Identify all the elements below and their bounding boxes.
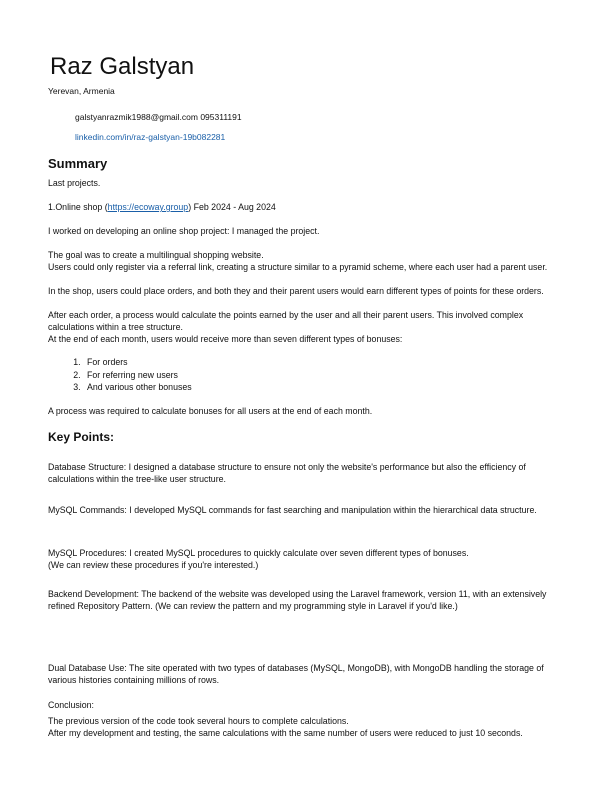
linkedin-link[interactable]: linkedin.com/in/raz-galstyan-19b082281	[75, 132, 226, 142]
project-users: Users could only register via a referral link, creating a structure similar to a pyramid scheme, where each user had a parent user.	[48, 262, 548, 272]
project-dates: ) Feb 2024 - Aug 2024	[188, 202, 276, 212]
project-managed: I worked on developing an online shop project: I managed the project.	[48, 226, 320, 236]
project-shop: In the shop, users could place orders, and both they and their parent users would earn different types of points for these orders.	[48, 286, 544, 296]
project-process: After each order, a process would calculate the points earned by the user and all their parent users. This involved complex calculations within a tree structure.	[48, 310, 524, 332]
location: Yerevan, Armenia	[48, 86, 115, 96]
project-link[interactable]: https://ecoway.group	[107, 202, 189, 212]
conclusion-line-1: The previous version of the code took several hours to complete calculations.	[48, 716, 349, 726]
key-point-mysql-commands: MySQL Commands: I developed MySQL commands for fast searching and manipulation within the hierarchical data structure.	[48, 505, 537, 515]
contact-info: galstyanrazmik1988@gmail.com 095311191	[75, 112, 242, 122]
key-point-procedures-note: (We can review these procedures if you're interested.)	[48, 560, 259, 570]
list-item: 2. For referring new users	[83, 369, 192, 382]
bonus-list	[48, 356, 192, 394]
summary-intro: Last projects.	[48, 178, 101, 188]
list-item: 3. And various other bonuses	[83, 381, 192, 394]
key-point-backend: Backend Development: The backend of the website was developed using the Laravel framework, version 11, with an extensively refined Repository Pattern. (We can review the pattern and my programming style in Laravel if you'd like.)	[48, 589, 547, 611]
conclusion-label: Conclusion:	[48, 700, 94, 710]
project-required: A process was required to calculate bonuses for all users at the end of each month.	[48, 406, 373, 416]
project-line	[48, 201, 553, 213]
key-point-mysql-procedures: MySQL Procedures: I created MySQL procedures to quickly calculate over seven different types of bonuses.	[48, 548, 469, 558]
list-item: 1. For orders	[83, 356, 192, 369]
key-points-heading: Key Points:	[48, 430, 115, 444]
summary-heading: Summary	[48, 156, 108, 171]
key-point-dual-db: Dual Database Use: The site operated with two types of databases (MySQL, MongoDB), with MongoDB handling the storage of various histories containing millions of rows.	[48, 663, 544, 685]
key-point-db-structure: Database Structure: I designed a database structure to ensure not only the website's performance but also the efficiency of calculations within the tree-like user structure.	[48, 462, 526, 484]
candidate-name: Raz Galstyan	[50, 53, 195, 80]
project-goal: The goal was to create a multilingual shopping website.	[48, 250, 264, 260]
conclusion-line-2: After my development and testing, the same calculations with the same number of users were reduced to just 10 seconds.	[48, 728, 523, 738]
project-month-end: At the end of each month, users would receive more than seven different types of bonuses:	[48, 334, 403, 344]
project-prefix: 1.Online shop (	[48, 202, 108, 212]
